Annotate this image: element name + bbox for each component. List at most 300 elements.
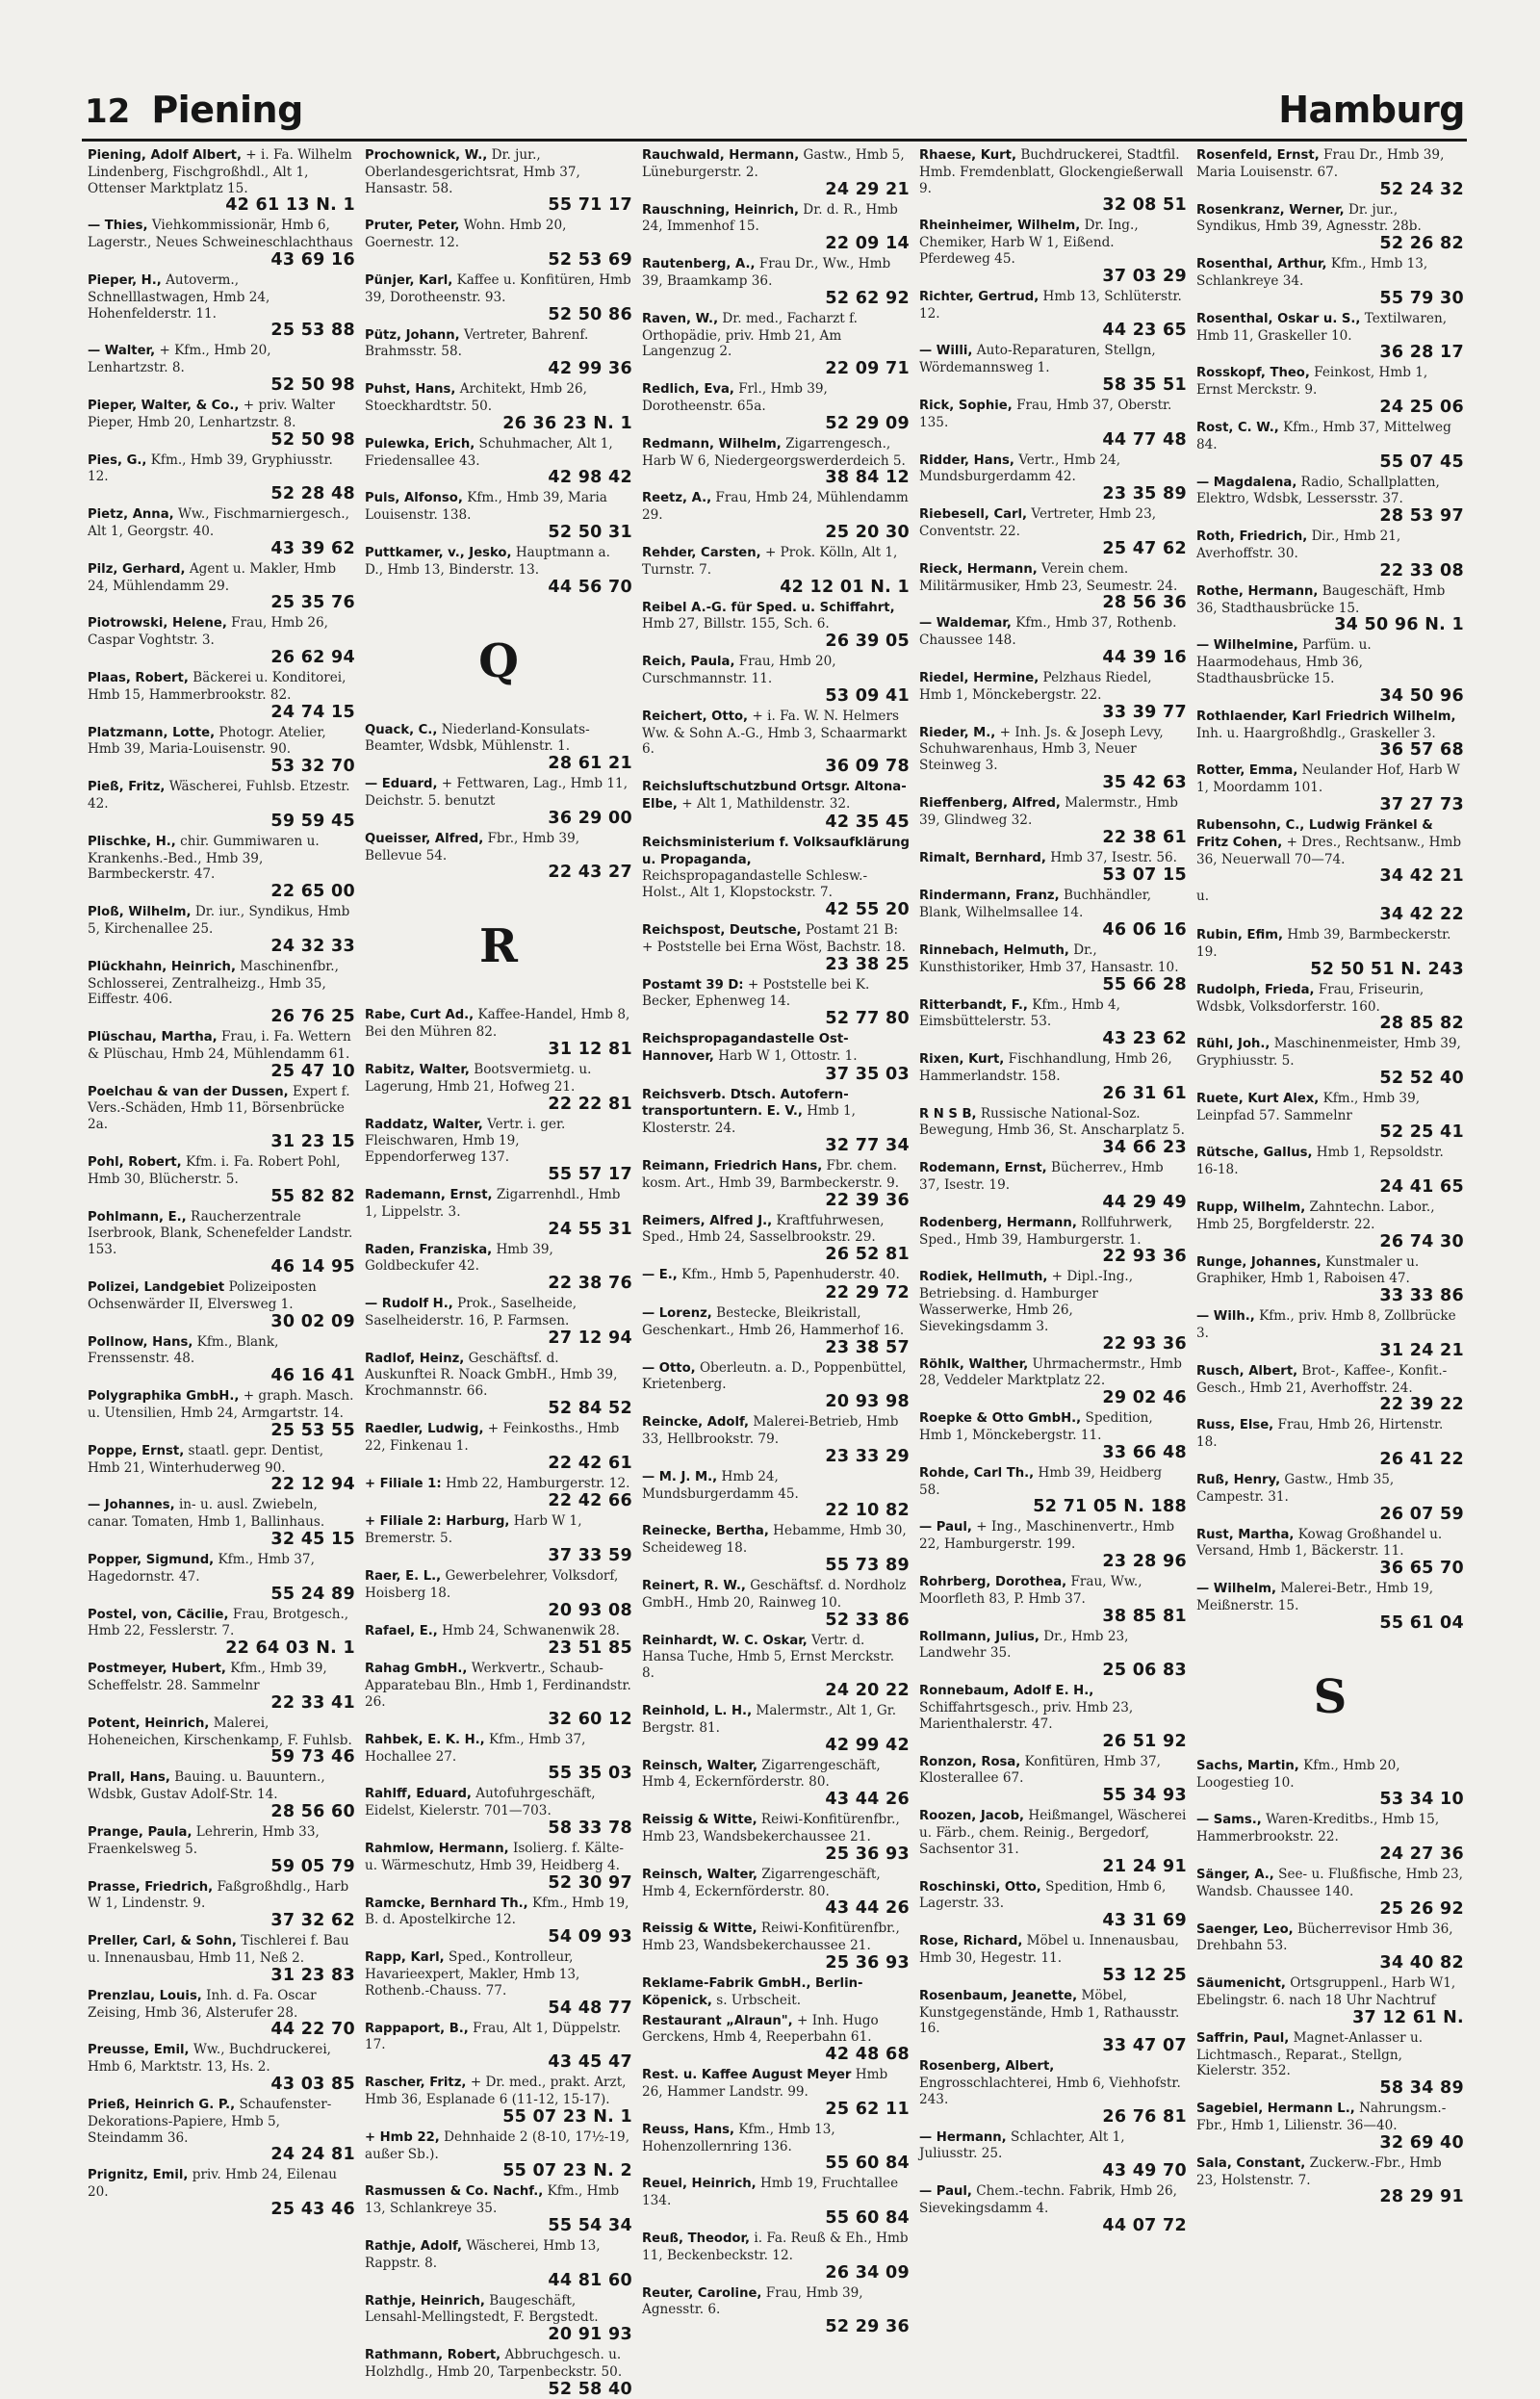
- directory-entry: [365, 1513, 632, 1565]
- entry-phone: 37 27 73: [1379, 794, 1464, 814]
- entry-phone: 22 39 22: [1379, 1395, 1464, 1415]
- entry-address: Spedition, Hmb 1, Mönckebergstr. 11.: [919, 1410, 1153, 1444]
- entry-address: Kfm., Hmb 37, Mittelweg 84.: [1196, 419, 1451, 452]
- entry-name: Poppe, Ernst,: [88, 1443, 185, 1458]
- entry-phone: 46 16 41: [270, 1366, 355, 1386]
- entry-phone: 58 35 51: [1102, 374, 1187, 395]
- directory-entry: [919, 1160, 1187, 1212]
- entry-name: Puhst, Hans,: [365, 382, 456, 398]
- entry-name: Reetz, A.,: [642, 491, 712, 506]
- entry-name: Pohlmann, E.,: [88, 1209, 187, 1225]
- entry-phone: 24 20 22: [825, 1681, 910, 1701]
- entry-phone: 22 38 61: [1102, 827, 1187, 847]
- entry-name: Prignitz, Emil,: [88, 2168, 189, 2183]
- entry-address: Hmb 27, Billstr. 155, Sch. 6.: [642, 616, 830, 632]
- entry-name: Röhlk, Walther,: [919, 1356, 1029, 1372]
- entry-address: + Dr. med., prakt. Arzt, Hmb 36, Esplanade 6 (11-12, 15-17).: [365, 2075, 627, 2107]
- directory-entry: [1196, 475, 1464, 527]
- entry-phone: 44 81 60: [548, 2270, 632, 2290]
- entry-name: Popper, Sigmund,: [88, 1553, 215, 1568]
- directory-entry: [365, 2238, 632, 2290]
- entry-address: Hmb 19, Fruchtallee 134.: [642, 2176, 899, 2209]
- directory-entry: [642, 2122, 910, 2174]
- entry-phone: 26 62 94: [270, 647, 355, 667]
- entry-name: Roschinski, Otto,: [919, 1879, 1041, 1895]
- entry-phone: 37 12 61 N.: [1352, 2007, 1464, 2027]
- entry-address: Lehrerin, Hmb 33, Fraenkelsweg 5.: [88, 1824, 320, 1857]
- entry-name: Poelchau & van der Dussen,: [88, 1084, 289, 1099]
- directory-entry: [1196, 1091, 1464, 1143]
- entry-name: Plüschau, Martha,: [88, 1030, 218, 1045]
- directory-entry: [919, 1988, 1187, 2055]
- entry-name: Postmeyer, Hubert,: [88, 1662, 226, 1677]
- entry-phone: 52 28 48: [270, 484, 355, 504]
- directory-entry: [919, 1879, 1187, 1931]
- entry-name: Rosskopf, Theo,: [1196, 366, 1310, 381]
- entry-name: — Waldemar,: [919, 616, 1012, 632]
- entry-phone: 24 27 36: [1379, 1844, 1464, 1865]
- directory-entry: [1196, 583, 1464, 635]
- directory-entry: [1196, 1812, 1464, 1864]
- entry-name: Rimalt, Bernhard,: [919, 850, 1046, 865]
- directory-entry: [919, 2183, 1187, 2235]
- directory-entry: [642, 1633, 910, 1700]
- entry-address: Buchhändler, Blank, Wilhelmsallee 14.: [919, 888, 1152, 921]
- entry-address: Niederland-Konsulats-Beamter, Wdsbk, Mühlenstr. 1.: [365, 721, 590, 755]
- entry-phone: 36 57 68: [1379, 740, 1464, 761]
- directory-entry: [1196, 1200, 1464, 1251]
- directory-entry: [365, 2075, 632, 2127]
- entry-address: Hmb 22, Hamburgerstr. 12.: [445, 1475, 630, 1491]
- entry-phone: 43 45 47: [548, 2052, 632, 2073]
- entry-name: Rohrberg, Dorothea,: [919, 1575, 1067, 1590]
- entry-name: Pieper, H.,: [88, 272, 162, 288]
- entry-phone: 52 53 69: [548, 249, 632, 270]
- entry-name: Ronzon, Rosa,: [919, 1754, 1021, 1769]
- entry-name: Raer, E. L.,: [365, 1569, 442, 1585]
- entry-name: Prochownick, W.,: [365, 148, 488, 163]
- entry-phone: 34 50 96: [1379, 685, 1464, 706]
- directory-entry: [365, 776, 632, 828]
- entry-phone: 29 02 46: [1102, 1388, 1187, 1408]
- directory-entry: [919, 506, 1187, 558]
- directory-entry: [919, 561, 1187, 613]
- entry-name: Rahlff, Eduard,: [365, 1787, 472, 1802]
- directory-entry: [919, 343, 1187, 395]
- entry-address: Rollfuhrwerk, Sped., Hmb 39, Hamburgerstr. 1.: [919, 1214, 1173, 1248]
- entry-phone: 26 39 05: [825, 632, 910, 652]
- entry-name: Plischke, H.,: [88, 834, 176, 849]
- entry-phone: 24 74 15: [270, 702, 355, 722]
- entry-name: Reimers, Alfred J.,: [642, 1213, 773, 1228]
- entry-address: + Alt 1, Mathildenstr. 32.: [681, 795, 851, 812]
- directory-entry: [88, 1154, 355, 1206]
- entry-phone: 52 50 98: [270, 374, 355, 395]
- directory-entry: [642, 1812, 910, 1864]
- entry-name: Sänger, A.,: [1196, 1868, 1274, 1883]
- entry-address: Konfitüren, Hmb 37, Klosterallee 67.: [919, 1753, 1161, 1787]
- entry-address: Gastw., Hmb 5, Lüneburgerstr. 2.: [642, 147, 905, 180]
- directory-entry: [919, 2058, 1187, 2126]
- entry-address: Baugeschäft, Lensahl-Mellingstedt, F. Bergstedt.: [365, 2292, 599, 2326]
- entry-address: Malerei-Betrieb, Hmb 33, Hellbrookstr. 79.: [642, 1414, 899, 1448]
- entry-phone: 25 36 93: [825, 1952, 910, 1973]
- entry-address: Dr., Kunsthistoriker, Hmb 37, Hansastr. 10.: [919, 942, 1179, 975]
- entry-address: Abbruchgesch. u. Holzhdlg., Hmb 20, Tarpenbeckstr. 50.: [365, 2347, 623, 2380]
- directory-entry: [919, 147, 1187, 215]
- directory-entry: [365, 1568, 632, 1620]
- entry-name: — Wilhelm,: [1196, 1582, 1276, 1597]
- entry-phone: 33 66 48: [1102, 1442, 1187, 1462]
- entry-phone: 20 91 93: [548, 2325, 632, 2345]
- entry-phone: 28 29 91: [1379, 2187, 1464, 2207]
- entry-name: — Rudolf H.,: [365, 1297, 453, 1312]
- entry-name: Rosenthal, Arthur,: [1196, 257, 1327, 272]
- entry-phone: 34 40 82: [1379, 1953, 1464, 1973]
- directory-entry: [642, 1087, 910, 1155]
- directory-entry: [365, 1242, 632, 1294]
- directory-entry: [365, 545, 632, 597]
- entry-name: Runge, Johannes,: [1196, 1254, 1322, 1270]
- entry-address: in- u. ausl. Zwiebeln, canar. Tomaten, Hmb 1, Ballinhaus.: [88, 1497, 325, 1531]
- entry-phone: 38 84 12: [825, 468, 910, 488]
- directory-entry: [88, 272, 355, 340]
- entry-name: Rick, Sophie,: [919, 398, 1013, 413]
- entry-name: Rosenkranz, Werner,: [1196, 202, 1345, 218]
- entry-phone: 37 32 62: [270, 1911, 355, 1931]
- entry-name: Sachs, Martin,: [1196, 1758, 1299, 1773]
- entry-name: Rauschning, Heinrich,: [642, 202, 799, 218]
- directory-entry: [88, 1607, 355, 1659]
- entry-address: Radio, Schallplatten, Elektro, Wdsbk, Lessersstr. 37.: [1196, 474, 1440, 507]
- entry-phone: 38 85 81: [1102, 1606, 1187, 1626]
- entry-phone: 43 39 62: [270, 538, 355, 558]
- entry-name: Rathje, Heinrich,: [365, 2293, 485, 2309]
- directory-entry: [365, 1187, 632, 1239]
- entry-address: + Inh. Js. & Joseph Levy, Schuhwarenhaus, Hmb 3, Neuer Steinweg 3.: [919, 724, 1164, 774]
- directory-entry: [642, 545, 910, 597]
- entry-name: Rauchwald, Hermann,: [642, 148, 800, 163]
- entry-address: Pelzhaus Riedel, Hmb 1, Mönckebergstr. 22.: [919, 669, 1152, 703]
- entry-address: Faßgroßhdlg., Harb W 1, Lindenstr. 9.: [88, 1878, 349, 1912]
- directory-entry: [88, 1388, 355, 1440]
- entry-phone: 20 93 08: [548, 1600, 632, 1620]
- directory-entry: [1196, 2155, 1464, 2207]
- entry-address: Frau, Hmb 24, Mühlendamm 29.: [642, 490, 909, 524]
- directory-entry: [365, 2293, 632, 2345]
- entry-name: Pies, G.,: [88, 452, 147, 468]
- entry-name: Reinhold, L. H.,: [642, 1704, 753, 1719]
- entry-name: Prange, Paula,: [88, 1825, 192, 1840]
- directory-entry: [365, 1949, 632, 2017]
- entry-phone: 52 33 86: [825, 1610, 910, 1630]
- entry-phone: 53 07 15: [1102, 865, 1187, 886]
- directory-entry: [642, 1031, 910, 1084]
- entry-address: Bestecke, Bleikristall, Geschenkart., Hmb 26, Hammerhof 16.: [642, 1305, 905, 1338]
- entry-address: Sped., Kontrolleur, Havarieexpert, Makler, Hmb 13, Rothenb.-Chauss. 77.: [365, 1949, 580, 1999]
- directory-entry: [1196, 1036, 1464, 1088]
- entry-phone: 44 22 70: [270, 2020, 355, 2040]
- directory-entry: [642, 1921, 910, 1973]
- entry-phone: 37 33 59: [548, 1546, 632, 1566]
- entry-phone: 22 93 36: [1102, 1247, 1187, 1267]
- entry-address: + i. Fa. Wilhelm Lindenberg, Fischgroßhdl., Alt 1, Ottenser Marktplatz 15.: [88, 147, 352, 196]
- entry-name: Pütz, Johann,: [365, 327, 460, 343]
- entry-address: Kfm., Hmb 5, Papenhuderstr. 40.: [681, 1267, 900, 1283]
- entry-name: Sala, Constant,: [1196, 2155, 1306, 2171]
- entry-name: Reinecke, Bertha,: [642, 1524, 769, 1539]
- entry-phone: 55 66 28: [1102, 974, 1187, 994]
- entry-name: — Hermann,: [919, 2129, 1007, 2145]
- directory-entry: [365, 436, 632, 488]
- entry-address: Frau, Hmb 26, Hirtenstr. 18.: [1196, 1417, 1444, 1451]
- entry-name: Rusch, Albert,: [1196, 1363, 1298, 1379]
- entry-name: Rhaese, Kurt,: [919, 148, 1016, 163]
- entry-address: Expert f. Vers.-Schäden, Hmb 11, Börsenbrücke 2a.: [88, 1083, 350, 1133]
- entry-address: Heißmangel, Wäscherei u. Färb., chem. Reinig., Bergedorf, Sachsentor 31.: [919, 1808, 1187, 1857]
- entry-name: Richter, Gertrud,: [919, 289, 1040, 304]
- entry-phone: 25 43 46: [270, 2199, 355, 2219]
- directory-entry: [642, 147, 910, 199]
- directory-entry: [919, 1574, 1187, 1626]
- entry-address: Zahntechn. Labor., Hmb 25, Borgfelderstr. 22.: [1196, 1200, 1435, 1232]
- entry-phone: 25 26 92: [1379, 1898, 1464, 1919]
- entry-address: Reiwi-Konfitürenfbr., Hmb 23, Wandsbekerchaussee 21.: [642, 1812, 900, 1844]
- entry-phone: 33 39 77: [1102, 702, 1187, 722]
- entry-name: — Magdalena,: [1196, 475, 1297, 490]
- directory-entry: [1196, 982, 1464, 1034]
- directory-entry: [919, 1808, 1187, 1875]
- entry-address: Vertr. i. ger. Fleischwaren, Hmb 19, Eppendorferweg 137.: [365, 1116, 566, 1166]
- entry-address: Hmb 37, Isestr. 56.: [1050, 849, 1178, 865]
- entry-phone: 53 34 10: [1379, 1790, 1464, 1810]
- entry-address: Brot-, Kaffee-, Konfit.-Gesch., Hmb 21, Averhoffstr. 24.: [1196, 1362, 1448, 1396]
- directory-entry: [88, 1084, 355, 1151]
- directory-entry: [919, 1106, 1187, 1158]
- entry-name: Prasse, Friedrich,: [88, 1879, 214, 1895]
- directory-entry: [1196, 762, 1464, 814]
- entry-name: Rieck, Hermann,: [919, 561, 1038, 577]
- header-place: Hamburg: [1278, 89, 1465, 131]
- directory-entry: [365, 1421, 632, 1473]
- entry-name: Rieder, M.,: [919, 725, 996, 740]
- entry-phone: 55 71 17: [548, 195, 632, 216]
- entry-name: Rheinheimer, Wilhelm,: [919, 219, 1081, 234]
- entry-address: Gastw., Hmb 35, Campestr. 31.: [1196, 1472, 1395, 1505]
- entry-name: Pünjer, Karl,: [365, 272, 453, 288]
- entry-address: Autoverm., Schnelllastwagen, Hmb 24, Hohenfelderstr. 11.: [88, 271, 270, 322]
- entry-phone: 52 50 31: [548, 522, 632, 542]
- directory-entry: [919, 1051, 1187, 1103]
- entry-name: Preusse, Emil,: [88, 2043, 190, 2058]
- entry-address: Kaffee-Handel, Hmb 8, Bei den Mühren 82.: [365, 1007, 630, 1041]
- entry-address: Malerei, Hoheneichen, Kirschenkamp, F. Fuhlsb.: [88, 1715, 352, 1748]
- entry-phone: 22 65 00: [270, 882, 355, 902]
- entry-address: Kfm., Hmb 19, B. d. Apostelkirche 12.: [365, 1895, 629, 1928]
- entry-phone: 52 29 09: [825, 413, 910, 433]
- entry-name: Rathje, Adolf,: [365, 2238, 463, 2254]
- entry-address: chir. Gummiwaren u. Krankenhs.-Bed., Hmb 39, Barmbeckerstr. 47.: [88, 833, 320, 883]
- entry-address: Bücherrevisor Hmb 36, Drehbahn 53.: [1196, 1921, 1453, 1954]
- entry-name: — Wilh.,: [1196, 1309, 1255, 1325]
- entry-name: Rindermann, Franz,: [919, 889, 1060, 904]
- entry-phone: 55 79 30: [1379, 288, 1464, 308]
- directory-entry: [642, 256, 910, 308]
- entry-address: Maschinenmeister, Hmb 39, Gryphiusstr. 5.: [1196, 1036, 1461, 1070]
- entry-name: Russ, Else,: [1196, 1418, 1274, 1433]
- entry-address: Hmb 39, Goldbeckufer 42.: [365, 1241, 553, 1275]
- entry-name: Ritterbandt, F.,: [919, 997, 1028, 1013]
- entry-address: Kraftfuhrwesen, Sped., Hmb 24, Sasselbrookstr. 29.: [642, 1212, 885, 1246]
- directory-entry: [919, 1754, 1187, 1806]
- entry-name: Pruter, Peter,: [365, 219, 460, 234]
- entry-address: Zigarrengesch., Harb W 6, Niedergeorgswerderdeich 5.: [642, 435, 906, 469]
- directory-entry: [88, 1552, 355, 1604]
- entry-phone: 33 33 86: [1379, 1286, 1464, 1306]
- directory-entry: [642, 381, 910, 433]
- entry-address: Ww., Fischmarniergesch., Alt 1, Georgstr. 40.: [88, 506, 349, 539]
- entry-name: — Paul,: [919, 1520, 972, 1535]
- entry-phone: 44 29 49: [1102, 1192, 1187, 1212]
- entry-name: Raven, W.,: [642, 311, 719, 326]
- entry-address: Engrosschlachterei, Hmb 6, Viehhofstr. 243.: [919, 2075, 1181, 2107]
- directory-entry: [88, 1769, 355, 1821]
- entry-name: Rollmann, Julius,: [919, 1629, 1040, 1644]
- entry-address: Hmb 39, Barmbeckerstr. 19.: [1196, 927, 1451, 960]
- directory-entry: [1196, 1145, 1464, 1197]
- entry-phone: 46 14 95: [270, 1257, 355, 1277]
- entry-address: Frau Dr., Hmb 39, Maria Louisenstr. 67.: [1196, 147, 1445, 180]
- entry-address: Kfm., Hmb 37, Hochallee 27.: [365, 1731, 586, 1765]
- entry-name: — Willi,: [919, 344, 973, 359]
- entry-phone: 55 73 89: [825, 1556, 910, 1576]
- entry-phone: 42 48 68: [825, 2045, 910, 2065]
- directory-entry: [88, 1715, 355, 1767]
- entry-name: Rost, C. W.,: [1196, 420, 1279, 435]
- entry-name: Pietz, Anna,: [88, 507, 174, 523]
- entry-name: Raedler, Ludwig,: [365, 1422, 484, 1437]
- entry-address: Dr. Ing., Chemiker, Harb W 1, Eißend. Pferdeweg 45.: [919, 218, 1139, 267]
- entry-address: Kfm., Hmb 13, Hohenzollernring 136.: [642, 2121, 835, 2154]
- entry-phone: 24 25 06: [1379, 397, 1464, 417]
- directory-entry: [642, 1267, 910, 1303]
- entry-address: Möbel u. Innenausbau, Hmb 30, Hegestr. 11.: [919, 1933, 1179, 1966]
- entry-address: + Fettwaren, Lag., Hmb 11, Deichstr. 5. benutzt: [365, 776, 629, 809]
- entry-phone: 55 07 45: [1379, 451, 1464, 472]
- directory-entry: [642, 1158, 910, 1210]
- entry-phone: 31 12 81: [548, 1039, 632, 1059]
- directory-entry: [1196, 1975, 1464, 2027]
- entry-name: Riedel, Hermine,: [919, 670, 1040, 685]
- entry-phone: 23 28 96: [1102, 1552, 1187, 1572]
- entry-phone: 22 33 08: [1379, 560, 1464, 580]
- entry-address: staatl. gepr. Dentist, Hmb 21, Winterhuderweg 90.: [88, 1442, 324, 1476]
- entry-name: + Hmb 22,: [365, 2129, 440, 2145]
- entry-name: Pollnow, Hans,: [88, 1334, 193, 1350]
- entry-name: Redlich, Eva,: [642, 382, 734, 398]
- entry-phone: 22 10 82: [825, 1501, 910, 1521]
- entry-phone: 26 76 25: [270, 1007, 355, 1027]
- directory-entry: [365, 2183, 632, 2235]
- entry-name: Rieffenberg, Alfred,: [919, 795, 1061, 811]
- entry-name: Rupp, Wilhelm,: [1196, 1200, 1306, 1216]
- entry-address: Hmb 13, Schlüterstr. 12.: [919, 288, 1182, 322]
- entry-phone: 52 24 32: [1379, 179, 1464, 199]
- entry-phone: 43 03 85: [270, 2074, 355, 2094]
- entry-name: Polizei, Landgebiet: [88, 1280, 225, 1296]
- directory-entry: [1196, 2101, 1464, 2153]
- entry-phone: 43 31 69: [1102, 1911, 1187, 1931]
- entry-name: Raden, Franziska,: [365, 1242, 493, 1257]
- entry-address: Kfm., Hmb 39, Gryphiusstr. 12.: [88, 451, 333, 485]
- directory-entry: [642, 709, 910, 776]
- entry-address: Geschäftsf. d. Nordholz GmbH., Hmb 20, Rainweg 10.: [642, 1578, 907, 1611]
- entry-address: Hmb 24, Mundsburgerdamm 45.: [642, 1468, 799, 1502]
- directory-entry: [365, 2347, 632, 2399]
- entry-name: Ploß, Wilhelm,: [88, 905, 192, 920]
- entry-address: Neulander Hof, Harb W 1, Moordamm 101.: [1196, 762, 1460, 796]
- directory-entry: [919, 1519, 1187, 1571]
- entry-address: Möbel, Kunstgegenstände, Hmb 1, Rathausstr. 16.: [919, 1987, 1180, 2037]
- entry-phone: 52 58 40: [548, 2379, 632, 2399]
- entry-phone: 28 53 97: [1379, 506, 1464, 527]
- directory-entry: [919, 1933, 1187, 1985]
- entry-phone: 23 33 29: [825, 1446, 910, 1466]
- entry-phone: 24 24 81: [270, 2145, 355, 2165]
- entry-name: Roth, Friedrich,: [1196, 529, 1308, 545]
- entry-address: Geschäftsf. d. Auskunftei R. Noack GmbH., Hmb 39, Krochmannstr. 66.: [365, 1350, 618, 1400]
- directory-entry: [1196, 1308, 1464, 1360]
- entry-address: Fbr., Hmb 39, Bellevue 54.: [365, 830, 580, 864]
- entry-name: Potent, Heinrich,: [88, 1715, 210, 1731]
- entry-address: See- u. Flußfische, Hmb 23, Wandsb. Chaussee 140.: [1196, 1867, 1463, 1899]
- entry-name: Rabe, Curt Ad.,: [365, 1008, 475, 1023]
- entry-address: + i. Fa. W. N. Helmers Ww. & Sohn A.-G., Hmb 3, Schaarmarkt 6.: [642, 708, 908, 758]
- page-number: 12: [85, 92, 131, 131]
- entry-phone: 22 12 94: [270, 1475, 355, 1495]
- entry-address: Hauptmann a. D., Hmb 13, Binderstr. 13.: [365, 544, 610, 578]
- directory-entry: [919, 2129, 1187, 2181]
- directory-entry: [642, 1975, 910, 2010]
- directory-entry: [1196, 1472, 1464, 1524]
- directory-entry: [88, 615, 355, 667]
- entry-name: Pohl, Robert,: [88, 1155, 182, 1171]
- directory-entry: [365, 1896, 632, 1948]
- entry-name: Rotter, Emma,: [1196, 763, 1298, 779]
- directory-entry: [88, 343, 355, 395]
- column-1: [83, 147, 360, 2342]
- entry-address: Vertr. d. Hansa Tuche, Hmb 5, Ernst Merckstr. 8.: [642, 1632, 895, 1682]
- directory-entry: [1196, 311, 1464, 363]
- entry-address: Frau, i. Fa. Wettern & Plüschau, Hmb 24, Mühlendamm 61.: [88, 1029, 351, 1062]
- entry-phone: 25 53 55: [270, 1420, 355, 1440]
- entry-phone: 32 45 15: [270, 1530, 355, 1550]
- directory-entry: [88, 1661, 355, 1713]
- directory-entry: [642, 1213, 910, 1265]
- entry-address: Kfm., Hmb 13, Schlankreye 35.: [365, 2183, 620, 2217]
- directory-entry: [1196, 927, 1464, 979]
- entry-name: Ruß, Henry,: [1196, 1473, 1281, 1488]
- directory-entry: [1196, 147, 1464, 199]
- entry-phone: 42 99 42: [825, 1735, 910, 1755]
- directory-entry: [919, 1629, 1187, 1681]
- entry-address: Zigarrengeschäft, Hmb 4, Eckernförderstr. 80.: [642, 1866, 881, 1899]
- entry-address: Polizeiposten Ochsenwärder II, Elversweg 1.: [88, 1279, 317, 1312]
- entry-name: Reichert, Otto,: [642, 709, 749, 724]
- entry-phone: 32 69 40: [1379, 2132, 1464, 2153]
- entry-name: Rascher, Fritz,: [365, 2076, 467, 2091]
- entry-phone: 43 49 70: [1102, 2161, 1187, 2181]
